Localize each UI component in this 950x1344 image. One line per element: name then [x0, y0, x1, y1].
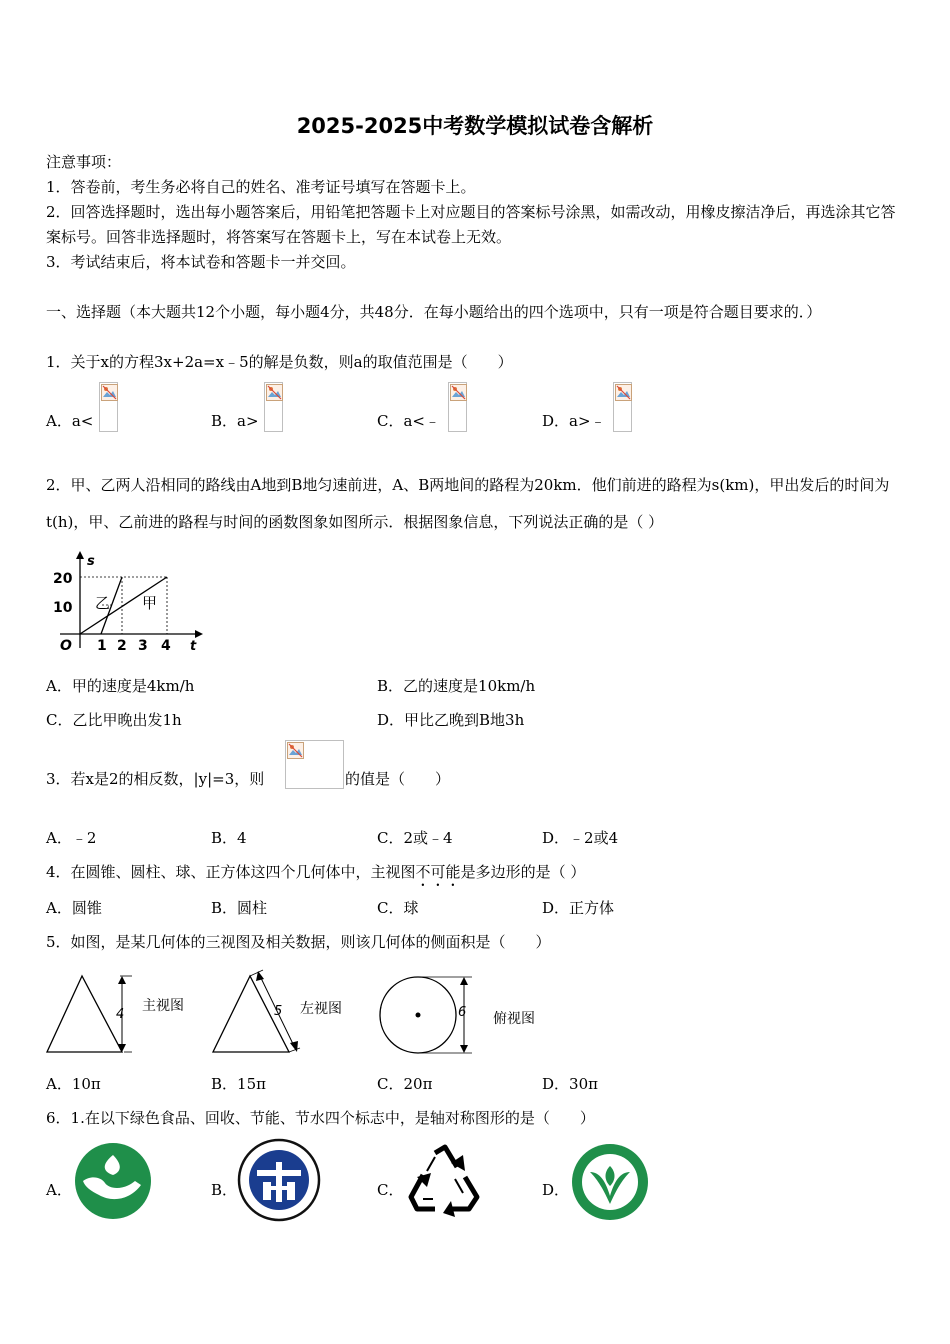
broken-image-icon [450, 384, 467, 401]
q2-x-arrow [195, 630, 203, 638]
notice-item-2: 2．回答选择题时，选出每小题答案后，用铅笔把答题卡上对应题目的答案标号涂黑，如需改动，用橡皮擦洁净后，再选涂其它答案标号。回答非选择题时，将答案写在答题卡上，写在本试卷上无效。 [46, 203, 896, 246]
q2-origin-label: O [60, 638, 72, 654]
q1-option-a-image [99, 382, 118, 432]
q2-graph [50, 548, 210, 658]
question-5-stem: 5．如图，是某几何体的三视图及相关数据，则该几何体的侧面积是（ ） [46, 933, 551, 951]
q5-option-c: C．20π [377, 1075, 433, 1093]
section-heading: 一、选择题（本大题共12个小题，每小题4分，共48分．在每小题给出的四个选项中，只有一项是符合题目要求的．） [46, 303, 822, 321]
q4-option-c: C．球 [377, 899, 419, 917]
energy-saving-logo-icon [237, 1138, 321, 1222]
q4-option-b: B．圆柱 [211, 899, 268, 917]
top-view-label: 俯视图 [493, 1011, 535, 1027]
side-view-dimension: 5 [274, 1004, 283, 1019]
q2-y-label: s [87, 554, 95, 569]
broken-image-icon [287, 742, 304, 759]
q1-option-c: C．a<﹣ [377, 412, 440, 430]
question-3-stem-end: 的值是（ ） [345, 770, 451, 788]
question-6-stem: 6．1.在以下绿色食品、回收、节能、节水四个标志中，是轴对称图形的是（ ） [46, 1109, 595, 1127]
q4-option-a: A．圆锥 [46, 899, 102, 917]
top-view [380, 977, 535, 1053]
q3-option-b: B．4 [211, 829, 247, 847]
q5-option-d: D．30π [542, 1075, 598, 1093]
q4-stem-end: 是多边形的是（ ） [460, 863, 586, 881]
broken-image-icon [101, 384, 118, 401]
front-view-triangle [47, 976, 125, 1052]
q2-label-jia: 甲 [142, 594, 158, 612]
q2-y-tick-10: 10 [53, 600, 73, 616]
side-view [213, 970, 342, 1052]
q2-x-tick-1: 1 [97, 638, 107, 654]
q2-x-tick-2: 2 [117, 638, 127, 654]
q6-option-b: B． [211, 1181, 238, 1199]
side-view-label: 左视图 [300, 1001, 342, 1017]
q2-option-a: A．甲的速度是4km/h [46, 677, 195, 695]
top-view-arrow-down [460, 1045, 468, 1053]
notice-heading: 注意事项： [46, 153, 122, 171]
q1-option-b-image [264, 382, 283, 432]
q1-option-a: A．a< [46, 412, 94, 430]
q2-option-c: C．乙比甲晚出发1h [46, 711, 182, 729]
q6-option-a: A． [46, 1181, 72, 1199]
q2-option-d: D．甲比乙晚到B地3h [377, 711, 525, 729]
q5-option-b: B．15π [211, 1075, 266, 1093]
q2-option-b: B．乙的速度是10km/h [377, 677, 536, 695]
q2-y-tick-20: 20 [53, 571, 73, 587]
notice-item-3: 3．考试结束后，将本试卷和答题卡一并交回。 [46, 253, 356, 271]
front-view-label: 主视图 [142, 998, 184, 1014]
q6-option-c: C． [377, 1181, 404, 1199]
question-1-stem: 1．关于x的方程3x+2a=x﹣5的解是负数，则a的取值范围是（ ） [46, 353, 513, 371]
q3-expression-image [285, 740, 344, 789]
broken-image-icon [615, 384, 632, 401]
question-4-stem [46, 861, 585, 890]
q6-option-d: D． [542, 1181, 570, 1199]
q4-stem-start: 4．在圆锥、圆柱、球、正方体这四个几何体中，主视图 [46, 863, 416, 881]
top-view-arrow-up [460, 977, 468, 985]
front-view [47, 976, 184, 1052]
q1-option-b: B．a> [211, 412, 259, 430]
q5-option-a: A．10π [46, 1075, 101, 1093]
page-title: 2025-2025中考数学模拟试卷含解析 [296, 114, 654, 138]
q3-option-a: A．﹣2 [46, 829, 97, 847]
notice-item-1: 1．答卷前，考生务必将自己的姓名、准考证号填写在答题卡上。 [46, 178, 476, 196]
question-3-stem-start: 3．若x是2的相反数，|y|=3，则 [46, 770, 265, 788]
top-view-center-dot [416, 1013, 421, 1018]
water-saving-logo-icon [73, 1141, 153, 1221]
q2-x-tick-3: 3 [138, 638, 148, 654]
question-2-stem: 2．甲、乙两人沿相同的路线由A地到B地匀速前进，A、B两地间的路程为20km．他们前进的路程为s(km)，甲出发后的时间为t(h)，甲、乙前进的路程与时间的函数图象如图所示．根据图象信息，下列说法正确的是（ ） [46, 476, 890, 531]
q3-option-c: C．2或﹣4 [377, 829, 453, 847]
q2-x-label: t [190, 639, 197, 654]
green-food-logo-icon [570, 1142, 650, 1222]
q1-option-d: D．a>﹣ [542, 412, 606, 430]
q2-x-tick-4: 4 [161, 638, 171, 654]
q4-option-d: D．正方体 [542, 899, 615, 917]
q4-stem-emphasis: 不可能 [415, 863, 461, 881]
q3-option-d: D．﹣2或4 [542, 829, 619, 847]
q2-y-arrow [76, 551, 84, 559]
top-view-dimension: 6 [458, 1005, 467, 1020]
q1-option-c-image [448, 382, 467, 432]
front-view-arrow-up [118, 976, 126, 984]
q5-three-views [44, 968, 554, 1063]
broken-image-icon [266, 384, 283, 401]
q2-label-yi: 乙 [95, 594, 111, 612]
front-view-dimension: 4 [116, 1007, 125, 1022]
recycling-logo-icon [405, 1143, 485, 1221]
q1-option-d-image [613, 382, 632, 432]
